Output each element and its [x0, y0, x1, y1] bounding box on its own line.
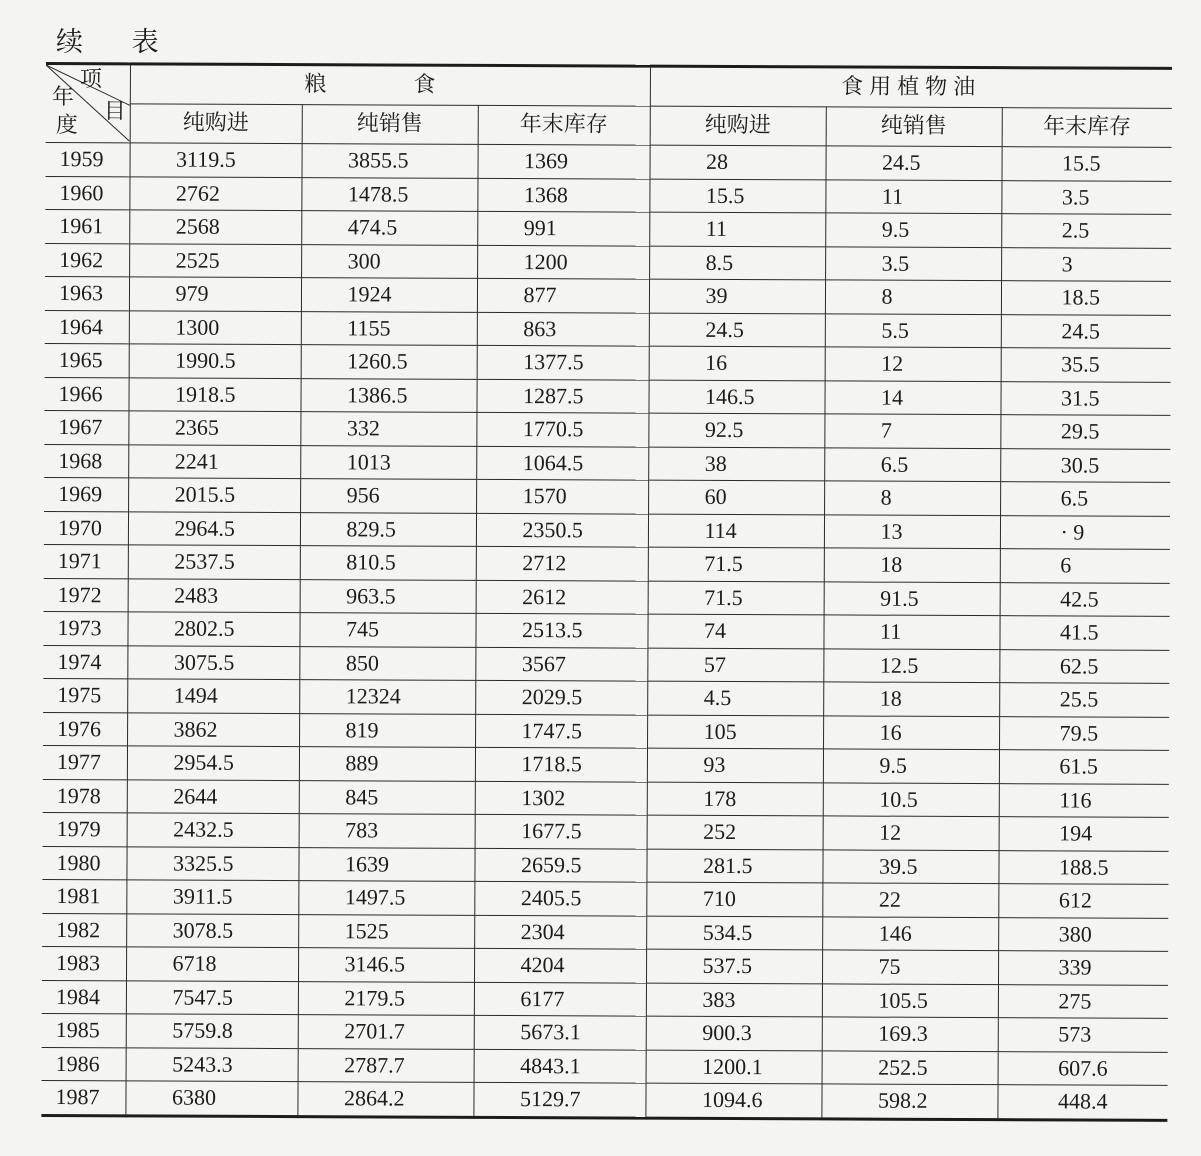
- cell-oil-purchase: 710: [646, 882, 822, 916]
- cell-grain-stock: 2659.5: [474, 848, 646, 882]
- cell-oil-stock: 62.5: [999, 649, 1169, 683]
- cell-oil-sales: 8: [825, 280, 1001, 314]
- subheader-grain-sales: 纯销售: [302, 105, 478, 145]
- subheader-grain-stock: 年末库存: [478, 105, 650, 145]
- cell-oil-sales: 6.5: [824, 447, 1000, 481]
- cell-grain-stock: 4843.1: [474, 1049, 646, 1083]
- table-row: [43, 678, 1169, 716]
- cell-grain-sales: 1497.5: [298, 881, 474, 915]
- cell-oil-sales: 8: [824, 481, 1000, 515]
- cell-oil-purchase: 383: [646, 983, 822, 1017]
- cell-oil-stock: 116: [999, 783, 1169, 817]
- cell-oil-stock: 35.5: [1001, 348, 1171, 382]
- cell-oil-sales: 252.5: [822, 1050, 998, 1084]
- cell-grain-sales: 1924: [301, 278, 477, 312]
- cell-grain-stock: 2350.5: [476, 513, 648, 547]
- cell-grain-purchase: 2241: [128, 444, 300, 478]
- cell-grain-sales: 332: [300, 412, 476, 446]
- cell-grain-stock: 1064.5: [476, 446, 648, 480]
- subheader-oil-stock: 年末库存: [1002, 108, 1172, 148]
- cell-year: 1977: [43, 745, 127, 779]
- cell-grain-stock: 1570: [476, 479, 648, 513]
- cell-year: 1975: [43, 678, 127, 712]
- cell-oil-stock: 3.5: [1001, 180, 1171, 214]
- cell-year: 1970: [44, 511, 128, 545]
- table-row: [44, 511, 1170, 549]
- cell-grain-stock: 1747.5: [475, 714, 647, 748]
- cell-grain-stock: 2304: [474, 915, 646, 949]
- group-header-grain: 粮 食: [130, 64, 650, 106]
- cell-year: 1978: [43, 779, 127, 813]
- cell-oil-purchase: 537.5: [646, 949, 822, 983]
- cell-oil-purchase: 281.5: [646, 849, 822, 883]
- cell-grain-sales: 845: [299, 780, 475, 814]
- cell-grain-sales: 1525: [298, 914, 474, 948]
- cell-oil-stock: 30.5: [1000, 448, 1170, 482]
- cell-oil-sales: 598.2: [821, 1084, 997, 1119]
- cell-year: 1960: [45, 176, 129, 210]
- table-row: [42, 913, 1168, 951]
- corner-label-item: 项: [79, 67, 102, 93]
- cell-grain-sales: 2787.7: [298, 1048, 474, 1082]
- cell-oil-stock: 6.5: [1000, 482, 1170, 516]
- header-row-groups: [46, 63, 1172, 108]
- subheader-oil-purchase: 纯购进: [650, 106, 826, 146]
- cell-grain-purchase: 2365: [128, 411, 300, 445]
- cell-oil-purchase: 39: [649, 279, 825, 313]
- cell-oil-sales: 12: [825, 347, 1001, 381]
- cell-oil-purchase: 4.5: [647, 681, 823, 715]
- cell-grain-sales: 12324: [299, 680, 475, 714]
- cell-grain-stock: 5673.1: [474, 1015, 646, 1049]
- cell-oil-purchase: 24.5: [649, 313, 825, 347]
- cell-grain-purchase: 5243.3: [126, 1047, 298, 1081]
- cell-oil-purchase: 28: [650, 145, 826, 179]
- table-row: [43, 611, 1169, 649]
- cell-oil-stock: 15.5: [1002, 147, 1172, 181]
- cell-grain-sales: 956: [300, 479, 476, 513]
- cell-oil-sales: 169.3: [822, 1017, 998, 1051]
- data-table: [41, 62, 1172, 1121]
- cell-oil-purchase: 900.3: [646, 1016, 822, 1050]
- cell-oil-sales: 105.5: [822, 983, 998, 1017]
- table-row: [45, 310, 1171, 348]
- cell-oil-stock: 380: [998, 917, 1168, 951]
- cell-oil-sales: 10.5: [823, 782, 999, 816]
- cell-oil-sales: 9.5: [823, 749, 999, 783]
- cell-grain-stock: 991: [477, 211, 649, 245]
- cell-grain-sales: 1260.5: [301, 345, 477, 379]
- cell-grain-stock: 1718.5: [475, 747, 647, 781]
- cell-oil-stock: 448.4: [997, 1085, 1167, 1120]
- cell-grain-sales: 963.5: [300, 579, 476, 613]
- cell-grain-stock: 1377.5: [477, 345, 649, 379]
- cell-grain-stock: 2712: [476, 546, 648, 580]
- table-head: [46, 63, 1172, 147]
- subheader-grain-purchase: 纯购进: [130, 104, 302, 144]
- corner-label-year: 年: [51, 85, 74, 111]
- cell-grain-sales: 2179.5: [298, 981, 474, 1015]
- cell-oil-stock: 41.5: [999, 616, 1169, 650]
- cell-grain-stock: 877: [477, 278, 649, 312]
- cell-grain-sales: 810.5: [300, 546, 476, 580]
- cell-year: 1982: [42, 913, 126, 947]
- cell-year: 1964: [45, 310, 129, 344]
- table-row: [46, 142, 1172, 180]
- corner-label-du: 度: [55, 113, 78, 139]
- cell-grain-purchase: 1494: [127, 679, 299, 713]
- cell-grain-purchase: 979: [129, 277, 301, 311]
- table-row: [45, 176, 1171, 214]
- table-row: [45, 343, 1171, 381]
- cell-oil-stock: 79.5: [999, 716, 1169, 750]
- cell-oil-purchase: 146.5: [648, 380, 824, 414]
- cell-grain-sales: 1639: [298, 847, 474, 881]
- cell-grain-purchase: 2954.5: [127, 746, 299, 780]
- cell-year: 1966: [44, 377, 128, 411]
- cell-grain-purchase: 7547.5: [126, 980, 298, 1014]
- cell-grain-purchase: 3078.5: [126, 913, 298, 947]
- cell-oil-purchase: 252: [647, 815, 823, 849]
- cell-oil-sales: 146: [822, 916, 998, 950]
- cell-grain-purchase: 3119.5: [130, 143, 302, 177]
- cell-grain-stock: 1369: [477, 144, 649, 178]
- corner-header: [46, 63, 130, 142]
- cell-oil-stock: 573: [998, 1018, 1168, 1052]
- cell-grain-stock: 1677.5: [475, 814, 647, 848]
- table-row: [42, 980, 1168, 1018]
- cell-grain-sales: 2701.7: [298, 1015, 474, 1049]
- cell-oil-stock: 194: [999, 817, 1169, 851]
- cell-oil-stock: 25.5: [999, 683, 1169, 717]
- cell-oil-sales: 16: [823, 715, 999, 749]
- table-row: [42, 846, 1168, 884]
- cell-grain-stock: 2405.5: [474, 881, 646, 915]
- table-row: [45, 276, 1171, 314]
- cell-grain-purchase: 2483: [128, 578, 300, 612]
- cell-oil-purchase: 16: [649, 346, 825, 380]
- cell-grain-stock: 863: [477, 312, 649, 346]
- cell-oil-stock: 339: [998, 951, 1168, 985]
- table-row: [42, 879, 1168, 917]
- cell-year: 1983: [42, 946, 126, 980]
- cell-oil-stock: 3: [1001, 247, 1171, 281]
- table-row: [44, 578, 1170, 616]
- cell-grain-purchase: 3862: [127, 712, 299, 746]
- cell-year: 1971: [44, 544, 128, 578]
- cell-oil-purchase: 114: [648, 514, 824, 548]
- cell-oil-sales: 11: [823, 615, 999, 649]
- cell-grain-purchase: 3325.5: [126, 846, 298, 880]
- table-row: [44, 544, 1170, 582]
- cell-grain-purchase: 2015.5: [128, 478, 300, 512]
- cell-grain-sales: 474.5: [301, 211, 477, 245]
- table-row: [44, 444, 1170, 482]
- cell-grain-purchase: 1300: [129, 310, 301, 344]
- table-row: [44, 477, 1170, 515]
- cell-grain-stock: 1770.5: [476, 412, 648, 446]
- corner-label-mu: 目: [103, 99, 126, 125]
- cell-grain-sales: 1386.5: [300, 378, 476, 412]
- cell-oil-purchase: 57: [647, 648, 823, 682]
- cell-year: 1969: [44, 477, 128, 511]
- cell-oil-sales: 14: [824, 380, 1000, 414]
- cell-oil-purchase: 38: [648, 447, 824, 481]
- cell-grain-sales: 2864.2: [297, 1082, 473, 1117]
- cell-oil-stock: 31.5: [1000, 381, 1170, 415]
- cell-year: 1976: [43, 712, 127, 746]
- cell-grain-sales: 3855.5: [302, 144, 478, 178]
- cell-year: 1959: [46, 142, 130, 176]
- cell-oil-stock: 61.5: [999, 750, 1169, 784]
- cell-oil-sales: 9.5: [825, 213, 1001, 247]
- cell-grain-sales: 300: [301, 244, 477, 278]
- table-row: [43, 779, 1169, 817]
- cell-grain-stock: 4204: [474, 948, 646, 982]
- table-caption: 续 表: [56, 27, 179, 58]
- cell-grain-stock: 1287.5: [476, 379, 648, 413]
- cell-grain-sales: 1013: [300, 445, 476, 479]
- cell-grain-purchase: 2525: [129, 243, 301, 277]
- cell-grain-purchase: 3911.5: [126, 880, 298, 914]
- cell-grain-purchase: 6718: [126, 947, 298, 981]
- cell-oil-stock: 42.5: [1000, 582, 1170, 616]
- cell-oil-purchase: 60: [648, 480, 824, 514]
- cell-grain-purchase: 2802.5: [127, 612, 299, 646]
- cell-grain-stock: 1200: [477, 245, 649, 279]
- cell-year: 1967: [44, 410, 128, 444]
- table-row: [42, 946, 1168, 984]
- cell-grain-purchase: 2432.5: [127, 813, 299, 847]
- cell-grain-stock: 2612: [476, 580, 648, 614]
- cell-oil-stock: 6: [1000, 549, 1170, 583]
- cell-grain-purchase: 2537.5: [128, 545, 300, 579]
- cell-oil-purchase: 93: [647, 748, 823, 782]
- cell-grain-stock: 2513.5: [475, 613, 647, 647]
- cell-year: 1981: [42, 879, 126, 913]
- cell-oil-purchase: 11: [649, 212, 825, 246]
- cell-year: 1973: [43, 611, 127, 645]
- cell-oil-sales: 39.5: [822, 849, 998, 883]
- table-row: [45, 209, 1171, 247]
- table-row: [45, 243, 1171, 281]
- cell-oil-sales: 11: [825, 179, 1001, 213]
- table-row: [43, 645, 1169, 683]
- cell-year: 1984: [42, 980, 126, 1014]
- cell-oil-purchase: 534.5: [646, 916, 822, 950]
- group-header-oil: 食用植物油: [650, 66, 1172, 108]
- cell-grain-sales: 829.5: [300, 512, 476, 546]
- cell-grain-sales: 745: [299, 613, 475, 647]
- cell-oil-sales: 18: [823, 682, 999, 716]
- cell-grain-stock: 1302: [475, 781, 647, 815]
- cell-oil-sales: 18: [824, 548, 1000, 582]
- cell-oil-sales: 13: [824, 514, 1000, 548]
- cell-year: 1980: [42, 846, 126, 880]
- cell-grain-sales: 783: [299, 814, 475, 848]
- cell-oil-sales: 3.5: [825, 246, 1001, 280]
- cell-grain-purchase: 1990.5: [129, 344, 301, 378]
- cell-year: 1965: [45, 343, 129, 377]
- cell-grain-stock: 6177: [474, 982, 646, 1016]
- table-body: [41, 142, 1171, 1119]
- table-row: [42, 1047, 1168, 1085]
- table-row: [44, 410, 1170, 448]
- table-container: [41, 62, 1172, 1121]
- cell-oil-sales: 5.5: [825, 313, 1001, 347]
- cell-oil-purchase: 71.5: [648, 547, 824, 581]
- cell-grain-stock: 1368: [477, 178, 649, 212]
- cell-year: 1961: [45, 209, 129, 243]
- cell-grain-sales: 1155: [301, 311, 477, 345]
- cell-oil-purchase: 1200.1: [646, 1050, 822, 1084]
- cell-oil-sales: 75: [822, 950, 998, 984]
- cell-grain-purchase: 3075.5: [127, 645, 299, 679]
- cell-grain-sales: 889: [299, 747, 475, 781]
- cell-oil-sales: 12.5: [823, 648, 999, 682]
- cell-oil-stock: 612: [998, 884, 1168, 918]
- cell-year: 1979: [43, 812, 127, 846]
- cell-oil-stock: · 9: [1000, 515, 1170, 549]
- cell-oil-purchase: 92.5: [648, 413, 824, 447]
- cell-grain-sales: 819: [299, 713, 475, 747]
- table-row: [42, 1013, 1168, 1051]
- cell-grain-purchase: 2644: [127, 779, 299, 813]
- cell-oil-purchase: 74: [647, 614, 823, 648]
- table-row: [43, 712, 1169, 750]
- cell-year: 1962: [45, 243, 129, 277]
- table-row: [43, 745, 1169, 783]
- cell-oil-sales: 91.5: [824, 581, 1000, 615]
- cell-grain-stock: 2029.5: [475, 680, 647, 714]
- cell-oil-stock: 607.6: [998, 1051, 1168, 1085]
- cell-oil-stock: 18.5: [1001, 281, 1171, 315]
- cell-oil-stock: 188.5: [998, 850, 1168, 884]
- cell-oil-purchase: 105: [647, 715, 823, 749]
- cell-oil-purchase: 71.5: [648, 581, 824, 615]
- cell-year: 1985: [42, 1013, 126, 1047]
- cell-oil-purchase: 1094.6: [645, 1083, 821, 1118]
- cell-grain-purchase: 2964.5: [128, 511, 300, 545]
- cell-year: 1987: [41, 1080, 125, 1115]
- cell-grain-sales: 1478.5: [301, 177, 477, 211]
- cell-year: 1963: [45, 276, 129, 310]
- table-row: [43, 812, 1169, 850]
- cell-oil-stock: 24.5: [1001, 314, 1171, 348]
- cell-oil-stock: 29.5: [1000, 415, 1170, 449]
- table-row: [41, 1080, 1167, 1119]
- cell-oil-stock: 2.5: [1001, 214, 1171, 248]
- subheader-oil-sales: 纯销售: [826, 107, 1002, 147]
- cell-oil-purchase: 15.5: [649, 179, 825, 213]
- cell-grain-purchase: 2568: [129, 210, 301, 244]
- cell-year: 1968: [44, 444, 128, 478]
- cell-grain-purchase: 2762: [129, 176, 301, 210]
- cell-oil-sales: 24.5: [826, 146, 1002, 180]
- cell-oil-sales: 7: [824, 414, 1000, 448]
- cell-year: 1986: [42, 1047, 126, 1081]
- cell-grain-purchase: 5759.8: [126, 1014, 298, 1048]
- cell-oil-sales: 22: [822, 883, 998, 917]
- cell-grain-sales: 3146.5: [298, 948, 474, 982]
- cell-grain-stock: 5129.7: [473, 1082, 645, 1117]
- cell-oil-purchase: 8.5: [649, 246, 825, 280]
- cell-year: 1974: [43, 645, 127, 679]
- cell-grain-purchase: 1918.5: [128, 377, 300, 411]
- table-row: [44, 377, 1170, 415]
- cell-oil-stock: 275: [998, 984, 1168, 1018]
- cell-grain-stock: 3567: [475, 647, 647, 681]
- cell-grain-sales: 850: [299, 646, 475, 680]
- cell-oil-purchase: 178: [647, 782, 823, 816]
- cell-oil-sales: 12: [823, 816, 999, 850]
- cell-year: 1972: [44, 578, 128, 612]
- header-row-sub: [46, 103, 1172, 147]
- cell-grain-purchase: 6380: [125, 1081, 297, 1116]
